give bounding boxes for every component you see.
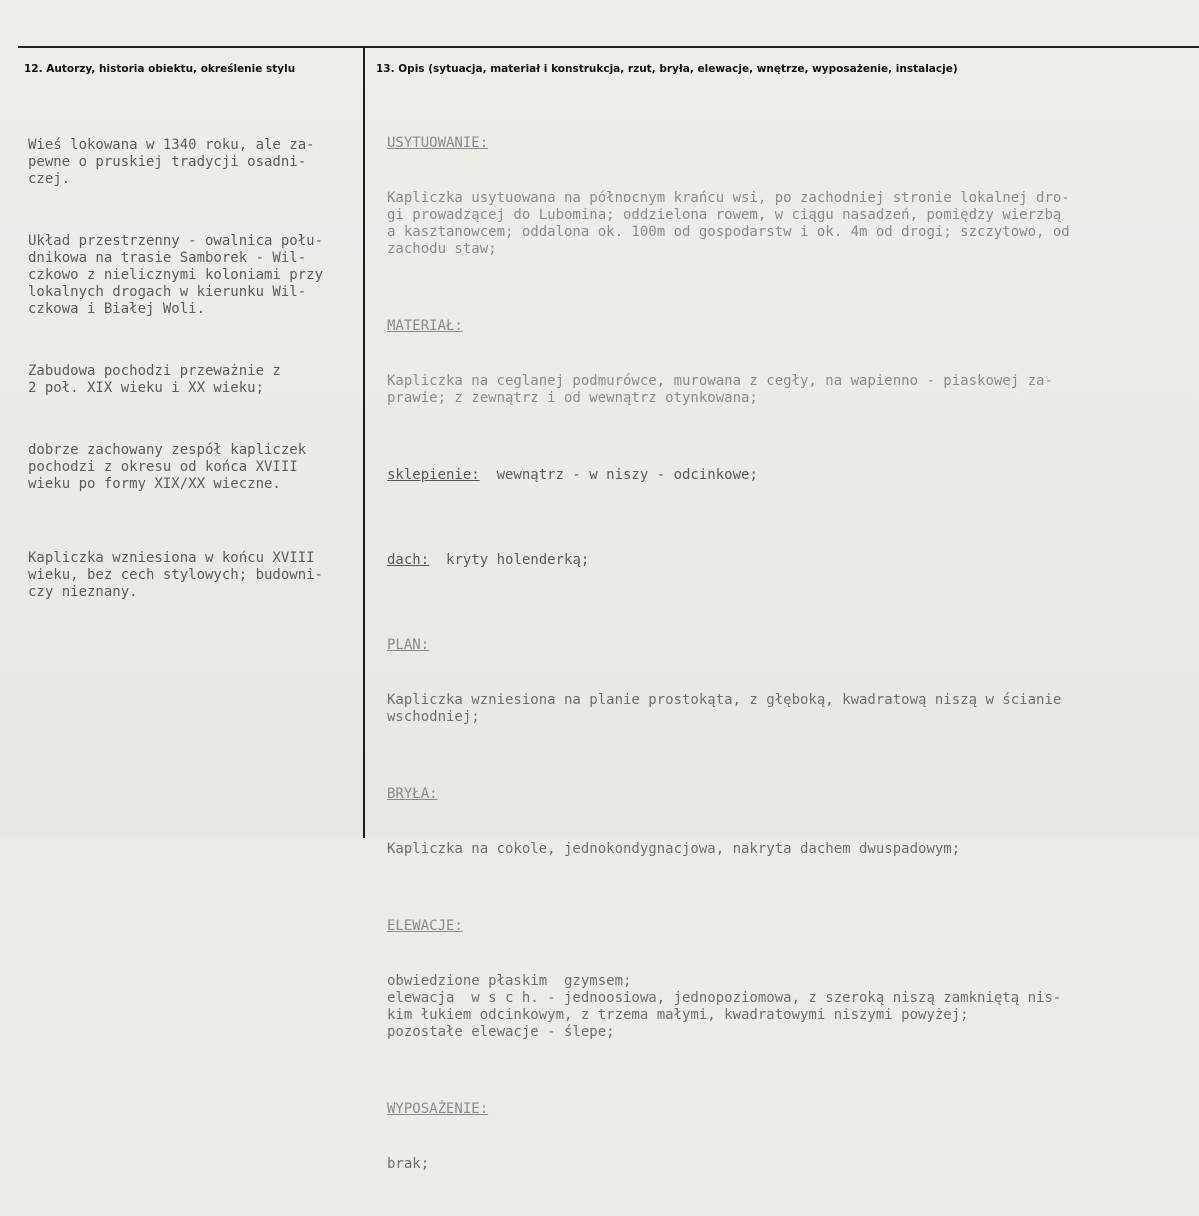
history-paragraph-chapels: dobrze zachowany zespół kapliczek pochodzi z okresu od końca XVIII wieku po formy XIX/XX wieczne. <box>28 442 307 492</box>
elewacje-title: ELEWACJE: <box>387 918 463 934</box>
section-13-header: 13. Opis (sytuacja, materiał i konstrukcja, rzut, bryła, elewacje, wnętrze, wyposażenie, instalacje) <box>376 63 958 75</box>
bryla-title: BRYŁA: <box>387 786 438 802</box>
top-rule <box>18 46 1199 48</box>
bryla-body: Kapliczka na cokole, jednokondygnacjowa, nakryta dachem dwuspadowym; <box>387 841 961 857</box>
description-column <box>387 101 1187 1216</box>
dach-label: dach: <box>387 552 430 568</box>
wyposazenie-body: brak; <box>387 1156 430 1172</box>
column-divider <box>363 47 365 838</box>
section-12-header: 12. Autorzy, historia obiektu, określenie stylu <box>24 63 296 75</box>
dach-row <box>387 552 1187 569</box>
history-paragraph-style: Kapliczka wzniesiona w końcu XVIII wieku, bez cech stylowych; budowni- czy nieznany. <box>28 550 324 600</box>
wyposazenie-title: WYPOSAŻENIE: <box>387 1101 489 1117</box>
sklepienie-label: sklepienie: <box>387 467 480 483</box>
history-paragraph-buildings: Zabudowa pochodzi przeważnie z 2 poł. XIX wieku i XX wieku; <box>28 363 281 396</box>
history-column <box>28 103 358 646</box>
sklepienie-value: wewnątrz - w niszy - odcinkowe; <box>479 467 758 483</box>
usytuowanie-body: Kapliczka usytuowana na północnym krańcu wsi, po zachodniej stronie lokalnej dro- gi prowadzącej do Lubomina; oddzielona rowem, w ciągu nasadzeń, pomiędzy wierzbą a kasztanowcem; oddalona ok. 100m od gospodarstw i ok. 4m od drogi; szczytowo, od zachodu staw; <box>387 190 1070 257</box>
plan-title: PLAN: <box>387 637 430 653</box>
history-paragraph-founding: Wieś lokowana w 1340 roku, ale za- pewne o pruskiej tradycji osadni- czej. <box>28 137 315 187</box>
material-title: MATERIAŁ: <box>387 318 463 334</box>
history-paragraph-layout: Układ przestrzenny - owalnica połu- dnikowa na trasie Samborek - Wil- czkowo z nielicznymi koloniami przy lokalnych drogach w kierunku Wil- czkowa i Białej Woli. <box>28 233 324 317</box>
plan-body: Kapliczka wzniesiona na planie prostokąta, z głęboką, kwadratową niszą w ścianie wschodniej; <box>387 692 1062 725</box>
sklepienie-row <box>387 467 1187 484</box>
dach-value: kryty holenderką; <box>429 552 590 568</box>
usytuowanie-title: USYTUOWANIE: <box>387 135 489 151</box>
material-body: Kapliczka na ceglanej podmurówce, murowana z cegły, na wapienno - piaskowej za- prawie; z zewnątrz i od wewnątrz otynkowana; <box>387 373 1053 406</box>
elewacje-body: obwiedzione płaskim gzymsem; elewacja w s c h. - jednoosiowa, jednopoziomowa, z szeroką niszą zamkniętą nis- kim łukiem odcinkowym, z trzema małymi, kwadratowymi niszymi powyżej; pozostałe elewacje - ślepe; <box>387 973 1062 1040</box>
